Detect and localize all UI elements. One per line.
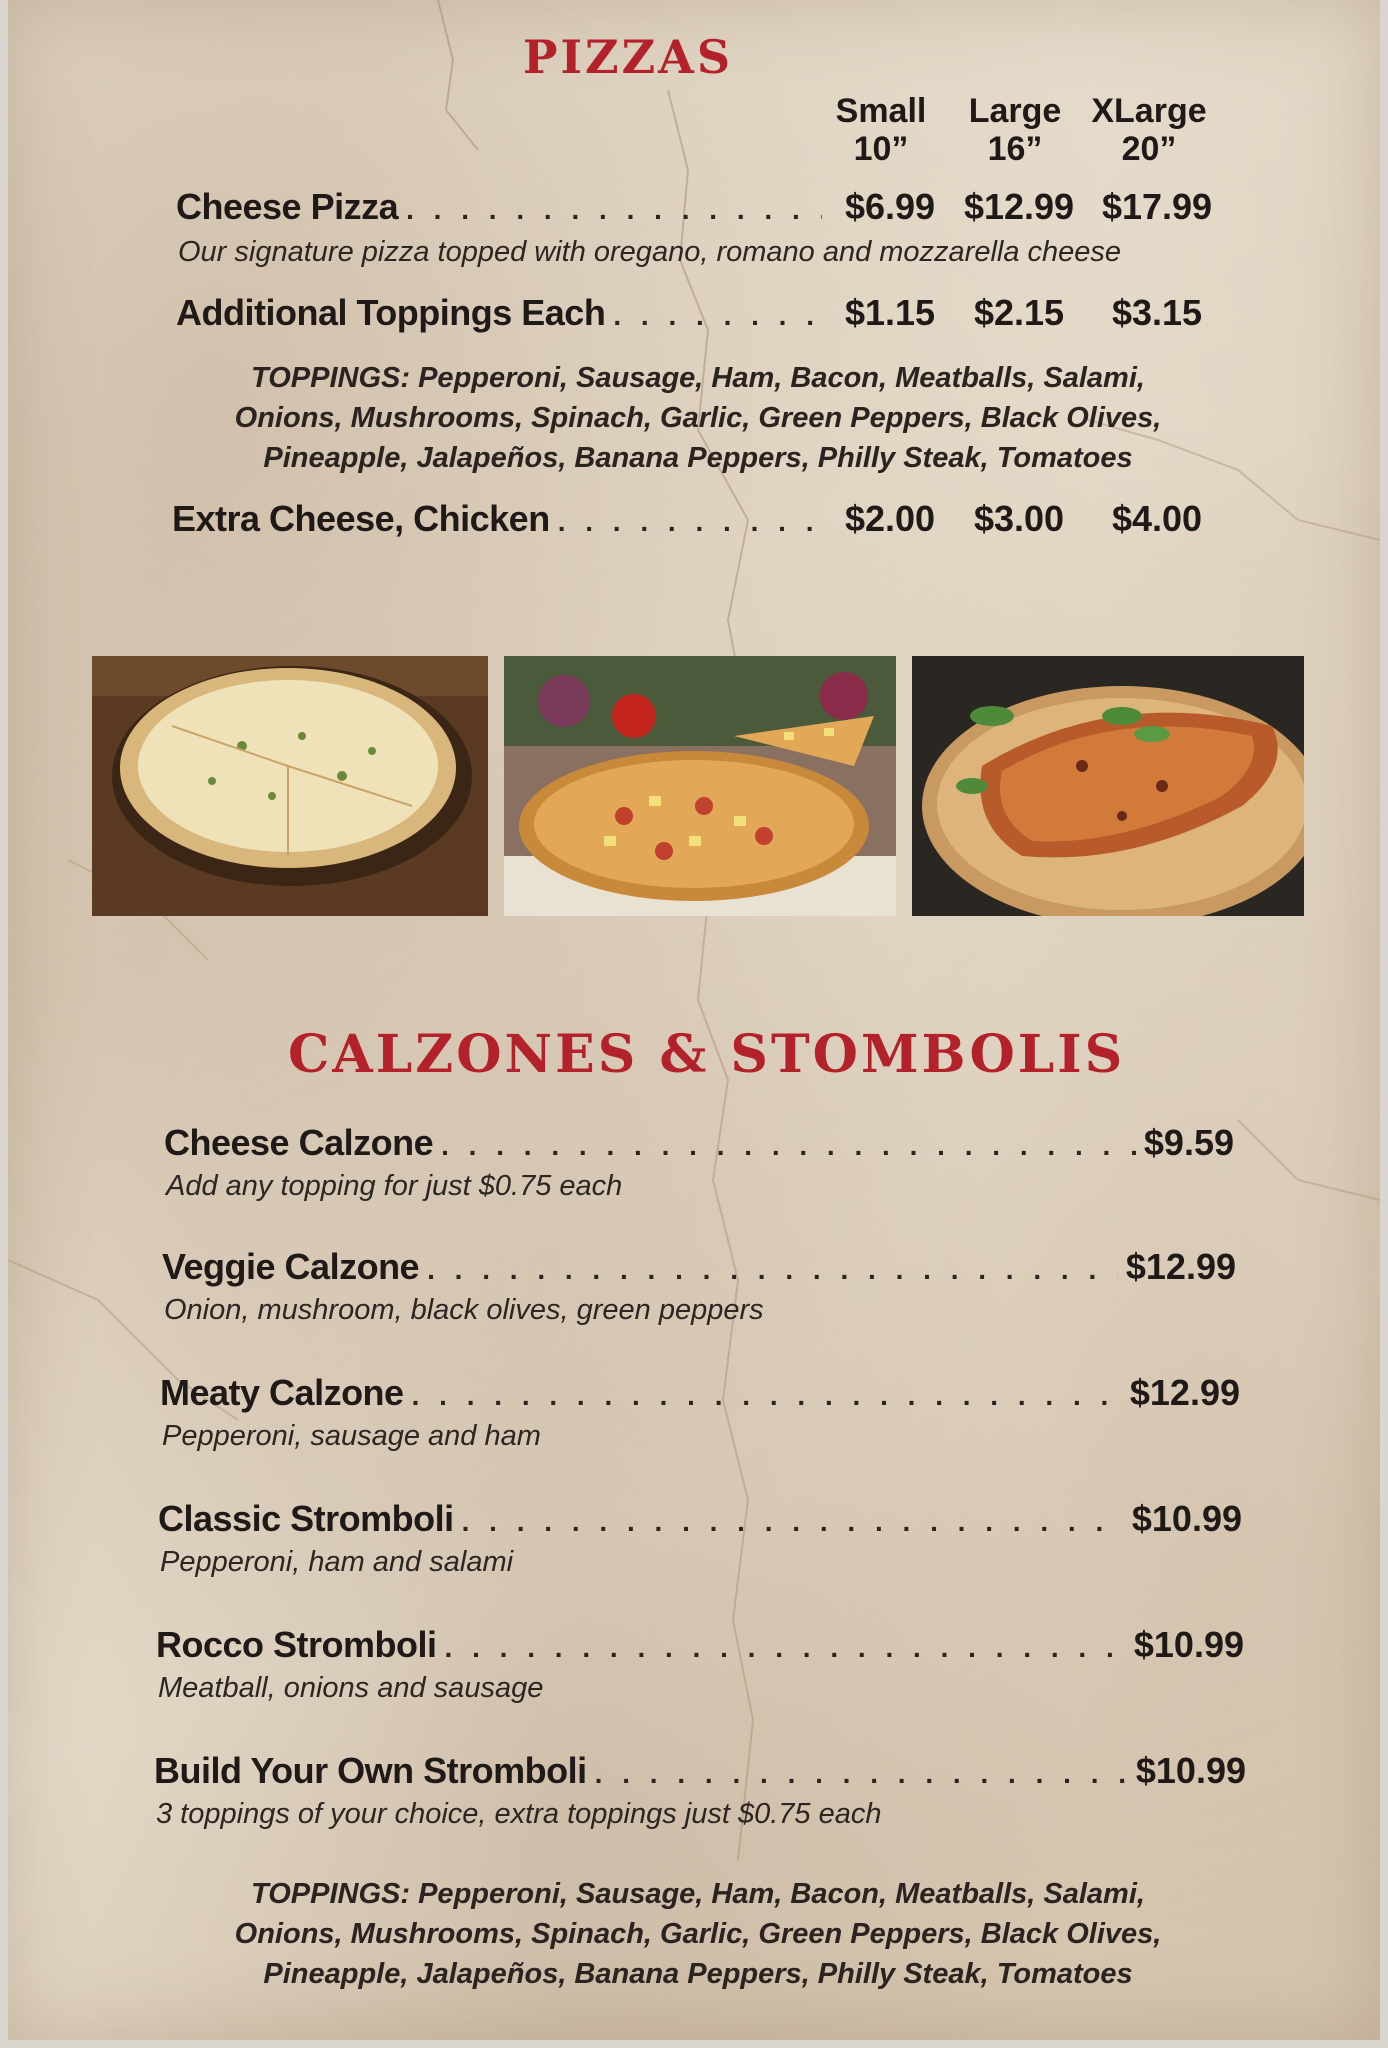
size-name: Large [968,92,1062,130]
item-name: Meaty Calzone [160,1372,404,1413]
size-inches: 10” [853,130,909,168]
menu-item-veggie-calzone [162,1246,1236,1288]
price-xlarge: $3.15 [1111,292,1203,333]
menu-item-cheese-calzone [164,1122,1234,1164]
price-large: $2.15 [973,292,1065,333]
toppings-line: Pineapple, Jalapeños, Banana Peppers, Philly Steak, Tomatoes [263,1958,1133,1990]
toppings-line: Pineapple, Jalapeños, Banana Peppers, Philly Steak, Tomatoes [263,442,1133,474]
item-price: $10.99 [1133,1624,1244,1665]
dot-leader [406,194,822,226]
menu-item-build-your-own-stromboli [154,1750,1246,1792]
item-description: Add any topping for just $0.75 each [166,1170,623,1202]
size-header-xlarge [1084,92,1214,168]
item-description: Meatball, onions and sausage [158,1672,544,1704]
dot-leader [412,1380,1122,1412]
size-inches: 16” [987,130,1043,168]
item-name: Cheese Calzone [164,1122,434,1163]
toppings-line: Onions, Mushrooms, Spinach, Garlic, Green Peppers, Black Olives, [234,1918,1162,1950]
price-small: $6.99 [844,186,936,227]
price-small: $2.00 [844,498,936,539]
dot-leader [595,1758,1128,1790]
calzone-toppings-list [148,1874,1248,1994]
price-large: $12.99 [963,186,1075,227]
item-price: $12.99 [1129,1372,1240,1413]
item-description: Our signature pizza topped with oregano, romano and mozzarella cheese [178,236,1122,268]
menu-item-rocco-stromboli [156,1624,1244,1666]
item-description: 3 toppings of your choice, extra toppings just $0.75 each [156,1798,882,1830]
item-price: $10.99 [1135,1750,1246,1791]
menu-item-meaty-calzone [160,1372,1240,1414]
item-name: Additional Toppings Each [176,292,606,333]
item-description: Pepperoni, ham and salami [160,1546,514,1578]
size-name: Small [835,92,927,130]
item-price: $10.99 [1131,1498,1242,1539]
price-small: $1.15 [844,292,936,333]
dot-leader [445,1632,1126,1664]
white-pizza-photo [92,656,488,916]
price-large: $3.00 [973,498,1065,539]
item-description: Onion, mushroom, black olives, green peppers [164,1294,764,1326]
size-header-small [816,92,946,168]
item-description: Pepperoni, sausage and ham [162,1420,541,1452]
menu-item-classic-stromboli [158,1498,1242,1540]
size-inches: 20” [1121,130,1177,168]
item-name: Extra Cheese, Chicken [172,498,550,539]
dot-leader [441,1130,1136,1162]
item-price: $12.99 [1125,1246,1236,1287]
pizzas-title: PIZZAS [522,30,734,84]
item-name: Cheese Pizza [176,186,399,227]
calzones-title: CALZONES & STOMBOLIS [288,1024,1126,1085]
hawaiian-pizza-photo [504,656,896,916]
price-xlarge: $17.99 [1101,186,1213,227]
menu-item-cheese-pizza [176,186,1226,228]
dot-leader [462,1506,1124,1538]
menu-item-extra-cheese-chicken [172,498,1226,540]
item-name: Build Your Own Stromboli [154,1750,587,1791]
size-name: XLarge [1091,92,1207,130]
calzone-photo [912,656,1304,916]
menu-card [8,0,1380,2040]
toppings-line: TOPPINGS: Pepperoni, Sausage, Ham, Bacon, Meatballs, Salami, [251,1878,1145,1910]
item-name: Veggie Calzone [162,1246,420,1287]
item-name: Classic Stromboli [158,1498,454,1539]
toppings-line: TOPPINGS: Pepperoni, Sausage, Ham, Bacon, Meatballs, Salami, [251,362,1145,394]
item-price: $9.59 [1143,1122,1234,1163]
price-xlarge: $4.00 [1111,498,1203,539]
item-name: Rocco Stromboli [156,1624,437,1665]
menu-item-additional-toppings [176,292,1226,334]
pizza-toppings-list [148,358,1248,478]
dot-leader [427,1254,1118,1286]
dot-leader [613,300,822,332]
size-header-large [950,92,1080,168]
dot-leader [558,506,822,538]
toppings-line: Onions, Mushrooms, Spinach, Garlic, Green Peppers, Black Olives, [234,402,1162,434]
